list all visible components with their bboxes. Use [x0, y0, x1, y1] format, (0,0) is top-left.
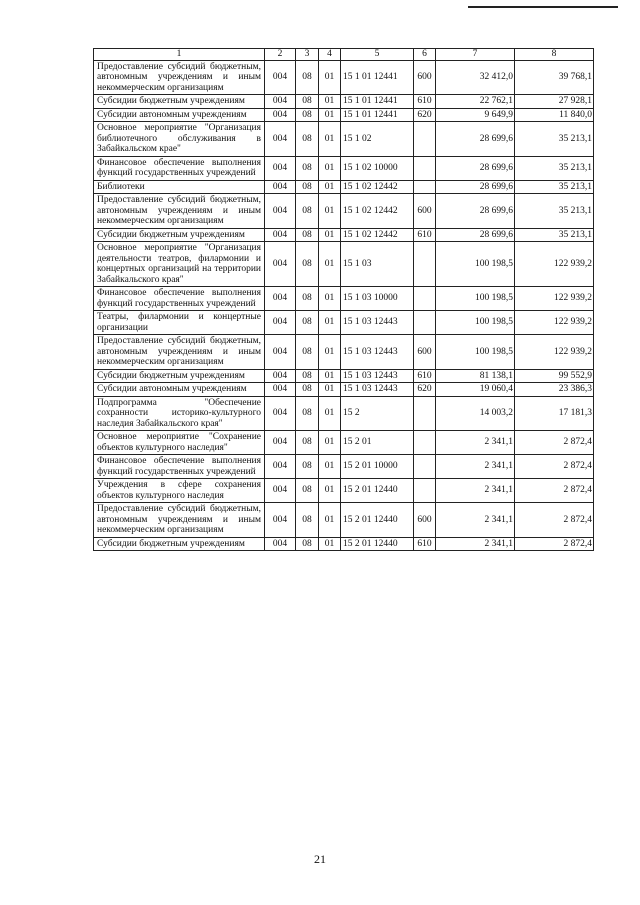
row-expense-type: 600 [414, 194, 436, 229]
row-subsection-code: 01 [319, 479, 341, 503]
row-target-article: 15 2 01 [341, 431, 414, 455]
row-amount-year-1: 9 649,9 [436, 108, 515, 122]
row-ministry-code: 004 [265, 108, 296, 122]
row-expense-type [414, 156, 436, 180]
row-expense-type: 620 [414, 108, 436, 122]
row-ministry-code: 004 [265, 455, 296, 479]
row-name: Основное мероприятие "Сохранение объектов культурного наследия" [94, 431, 265, 455]
row-subsection-code: 01 [319, 335, 341, 370]
row-section-code: 08 [296, 503, 319, 538]
row-section-code: 08 [296, 383, 319, 397]
row-ministry-code: 004 [265, 228, 296, 242]
row-subsection-code: 01 [319, 180, 341, 194]
row-subsection-code: 01 [319, 122, 341, 157]
row-subsection-code: 01 [319, 431, 341, 455]
row-section-code: 08 [296, 369, 319, 383]
table-row [94, 396, 594, 431]
row-amount-year-1: 28 699,6 [436, 156, 515, 180]
row-amount-year-1: 28 699,6 [436, 228, 515, 242]
row-amount-year-2: 122 939,2 [515, 242, 594, 287]
row-ministry-code: 004 [265, 369, 296, 383]
row-section-code: 08 [296, 122, 319, 157]
header-col-4: 4 [319, 49, 341, 61]
row-ministry-code: 004 [265, 503, 296, 538]
row-subsection-code: 01 [319, 228, 341, 242]
row-ministry-code: 004 [265, 537, 296, 551]
row-name: Субсидии автономным учреждениям [94, 108, 265, 122]
row-amount-year-1: 32 412,0 [436, 60, 515, 95]
row-expense-type: 610 [414, 228, 436, 242]
row-name: Субсидии бюджетным учреждениям [94, 95, 265, 109]
row-amount-year-2: 99 552,9 [515, 369, 594, 383]
row-ministry-code: 004 [265, 287, 296, 311]
table-row [94, 194, 594, 229]
row-name: Подпрограмма "Обеспечение сохранности историко-культурного наследия Забайкальского края" [94, 396, 265, 431]
row-section-code: 08 [296, 156, 319, 180]
row-expense-type: 610 [414, 95, 436, 109]
table-row [94, 95, 594, 109]
row-ministry-code: 004 [265, 396, 296, 431]
row-amount-year-2: 35 213,1 [515, 228, 594, 242]
table-row [94, 479, 594, 503]
row-expense-type [414, 242, 436, 287]
row-name: Субсидии бюджетным учреждениям [94, 228, 265, 242]
row-subsection-code: 01 [319, 108, 341, 122]
row-name: Учреждения в сфере сохранения объектов культурного наследия [94, 479, 265, 503]
row-section-code: 08 [296, 455, 319, 479]
row-section-code: 08 [296, 431, 319, 455]
row-expense-type: 610 [414, 537, 436, 551]
row-name: Субсидии бюджетным учреждениям [94, 537, 265, 551]
table-row [94, 108, 594, 122]
header-col-2: 2 [265, 49, 296, 61]
row-amount-year-1: 100 198,5 [436, 311, 515, 335]
row-amount-year-2: 17 181,3 [515, 396, 594, 431]
row-expense-type [414, 479, 436, 503]
row-target-article: 15 1 01 12441 [341, 60, 414, 95]
table-row [94, 503, 594, 538]
header-col-6: 6 [414, 49, 436, 61]
row-section-code: 08 [296, 194, 319, 229]
row-amount-year-2: 35 213,1 [515, 180, 594, 194]
table-row [94, 383, 594, 397]
table-row [94, 122, 594, 157]
row-section-code: 08 [296, 180, 319, 194]
row-target-article: 15 2 01 12440 [341, 503, 414, 538]
row-subsection-code: 01 [319, 287, 341, 311]
row-subsection-code: 01 [319, 242, 341, 287]
row-amount-year-2: 2 872,4 [515, 455, 594, 479]
table-row [94, 537, 594, 551]
row-section-code: 08 [296, 335, 319, 370]
row-name: Предоставление субсидий бюджетным, автономным учреждениям и иным некоммерческим организациям [94, 60, 265, 95]
row-ministry-code: 004 [265, 242, 296, 287]
row-ministry-code: 004 [265, 479, 296, 503]
row-amount-year-2: 122 939,2 [515, 287, 594, 311]
row-name: Библиотеки [94, 180, 265, 194]
row-section-code: 08 [296, 95, 319, 109]
row-amount-year-2: 122 939,2 [515, 335, 594, 370]
row-section-code: 08 [296, 396, 319, 431]
row-target-article: 15 1 01 12441 [341, 108, 414, 122]
row-ministry-code: 004 [265, 431, 296, 455]
row-target-article: 15 1 02 10000 [341, 156, 414, 180]
row-section-code: 08 [296, 287, 319, 311]
table-row [94, 60, 594, 95]
row-expense-type: 620 [414, 383, 436, 397]
row-subsection-code: 01 [319, 383, 341, 397]
table-row [94, 242, 594, 287]
row-amount-year-1: 28 699,6 [436, 122, 515, 157]
header-col-3: 3 [296, 49, 319, 61]
row-target-article: 15 2 01 10000 [341, 455, 414, 479]
row-amount-year-1: 19 060,4 [436, 383, 515, 397]
row-name: Субсидии бюджетным учреждениям [94, 369, 265, 383]
row-section-code: 08 [296, 108, 319, 122]
budget-table [93, 48, 594, 551]
row-name: Предоставление субсидий бюджетным, автономным учреждениям и иным некоммерческим организациям [94, 194, 265, 229]
row-amount-year-2: 35 213,1 [515, 156, 594, 180]
row-section-code: 08 [296, 311, 319, 335]
row-target-article: 15 2 01 12440 [341, 537, 414, 551]
row-name: Театры, филармонии и концертные организации [94, 311, 265, 335]
table-row [94, 431, 594, 455]
row-ministry-code: 004 [265, 156, 296, 180]
row-expense-type [414, 180, 436, 194]
table-row [94, 369, 594, 383]
row-amount-year-1: 100 198,5 [436, 335, 515, 370]
row-target-article: 15 2 01 12440 [341, 479, 414, 503]
row-amount-year-1: 100 198,5 [436, 242, 515, 287]
page-number: 21 [314, 852, 326, 866]
row-ministry-code: 004 [265, 311, 296, 335]
row-subsection-code: 01 [319, 156, 341, 180]
row-name: Субсидии автономным учреждениям [94, 383, 265, 397]
row-section-code: 08 [296, 537, 319, 551]
row-expense-type [414, 455, 436, 479]
row-amount-year-2: 35 213,1 [515, 122, 594, 157]
row-amount-year-1: 2 341,1 [436, 431, 515, 455]
row-amount-year-2: 11 840,0 [515, 108, 594, 122]
row-amount-year-2: 23 386,3 [515, 383, 594, 397]
row-ministry-code: 004 [265, 180, 296, 194]
row-subsection-code: 01 [319, 311, 341, 335]
row-amount-year-2: 2 872,4 [515, 503, 594, 538]
row-ministry-code: 004 [265, 335, 296, 370]
row-target-article: 15 2 [341, 396, 414, 431]
row-expense-type [414, 311, 436, 335]
row-expense-type: 600 [414, 503, 436, 538]
row-expense-type: 600 [414, 335, 436, 370]
row-target-article: 15 1 03 12443 [341, 369, 414, 383]
row-target-article: 15 1 03 10000 [341, 287, 414, 311]
row-amount-year-2: 122 939,2 [515, 311, 594, 335]
row-subsection-code: 01 [319, 60, 341, 95]
row-target-article: 15 1 03 12443 [341, 335, 414, 370]
row-amount-year-1: 2 341,1 [436, 537, 515, 551]
row-subsection-code: 01 [319, 455, 341, 479]
row-ministry-code: 004 [265, 122, 296, 157]
row-subsection-code: 01 [319, 396, 341, 431]
table-header [94, 49, 594, 61]
table-body [94, 60, 594, 551]
row-amount-year-1: 14 003,2 [436, 396, 515, 431]
row-target-article: 15 1 01 12441 [341, 95, 414, 109]
row-expense-type: 600 [414, 60, 436, 95]
row-amount-year-1: 22 762,1 [436, 95, 515, 109]
row-target-article: 15 1 03 12443 [341, 383, 414, 397]
table-row [94, 311, 594, 335]
row-amount-year-2: 35 213,1 [515, 194, 594, 229]
top-rule [468, 6, 618, 8]
table-row [94, 228, 594, 242]
table-row [94, 180, 594, 194]
row-subsection-code: 01 [319, 369, 341, 383]
row-expense-type [414, 287, 436, 311]
header-col-8: 8 [515, 49, 594, 61]
row-section-code: 08 [296, 479, 319, 503]
row-ministry-code: 004 [265, 60, 296, 95]
row-target-article: 15 1 02 [341, 122, 414, 157]
row-target-article: 15 1 03 [341, 242, 414, 287]
row-target-article: 15 1 02 12442 [341, 228, 414, 242]
row-target-article: 15 1 03 12443 [341, 311, 414, 335]
table-row [94, 335, 594, 370]
row-subsection-code: 01 [319, 194, 341, 229]
row-amount-year-2: 2 872,4 [515, 431, 594, 455]
row-amount-year-2: 2 872,4 [515, 479, 594, 503]
row-amount-year-1: 28 699,6 [436, 180, 515, 194]
row-name: Основное мероприятие "Организация деятельности театров, филармонии и концертных организаций на территории Забайкальского края" [94, 242, 265, 287]
row-ministry-code: 004 [265, 95, 296, 109]
row-subsection-code: 01 [319, 95, 341, 109]
row-ministry-code: 004 [265, 194, 296, 229]
table-row [94, 287, 594, 311]
row-target-article: 15 1 02 12442 [341, 180, 414, 194]
row-section-code: 08 [296, 228, 319, 242]
header-col-7: 7 [436, 49, 515, 61]
table-row [94, 156, 594, 180]
row-name: Финансовое обеспечение выполнения функций государственных учреждений [94, 156, 265, 180]
row-subsection-code: 01 [319, 503, 341, 538]
row-amount-year-1: 2 341,1 [436, 479, 515, 503]
row-amount-year-1: 2 341,1 [436, 503, 515, 538]
row-name: Финансовое обеспечение выполнения функций государственных учреждений [94, 287, 265, 311]
row-expense-type [414, 396, 436, 431]
header-row [94, 49, 594, 61]
row-amount-year-1: 2 341,1 [436, 455, 515, 479]
row-section-code: 08 [296, 242, 319, 287]
row-ministry-code: 004 [265, 383, 296, 397]
table-row [94, 455, 594, 479]
row-name: Финансовое обеспечение выполнения функций государственных учреждений [94, 455, 265, 479]
row-amount-year-2: 39 768,1 [515, 60, 594, 95]
row-name: Основное мероприятие "Организация библиотечного обслуживания в Забайкальском крае" [94, 122, 265, 157]
row-name: Предоставление субсидий бюджетным, автономным учреждениям и иным некоммерческим организациям [94, 335, 265, 370]
header-col-1: 1 [94, 49, 265, 61]
row-subsection-code: 01 [319, 537, 341, 551]
row-expense-type [414, 122, 436, 157]
header-col-5: 5 [341, 49, 414, 61]
row-target-article: 15 1 02 12442 [341, 194, 414, 229]
row-expense-type [414, 431, 436, 455]
row-amount-year-2: 2 872,4 [515, 537, 594, 551]
row-amount-year-2: 27 928,1 [515, 95, 594, 109]
row-name: Предоставление субсидий бюджетным, автономным учреждениям и иным некоммерческим организациям [94, 503, 265, 538]
row-amount-year-1: 28 699,6 [436, 194, 515, 229]
row-expense-type: 610 [414, 369, 436, 383]
row-amount-year-1: 81 138,1 [436, 369, 515, 383]
row-section-code: 08 [296, 60, 319, 95]
row-amount-year-1: 100 198,5 [436, 287, 515, 311]
